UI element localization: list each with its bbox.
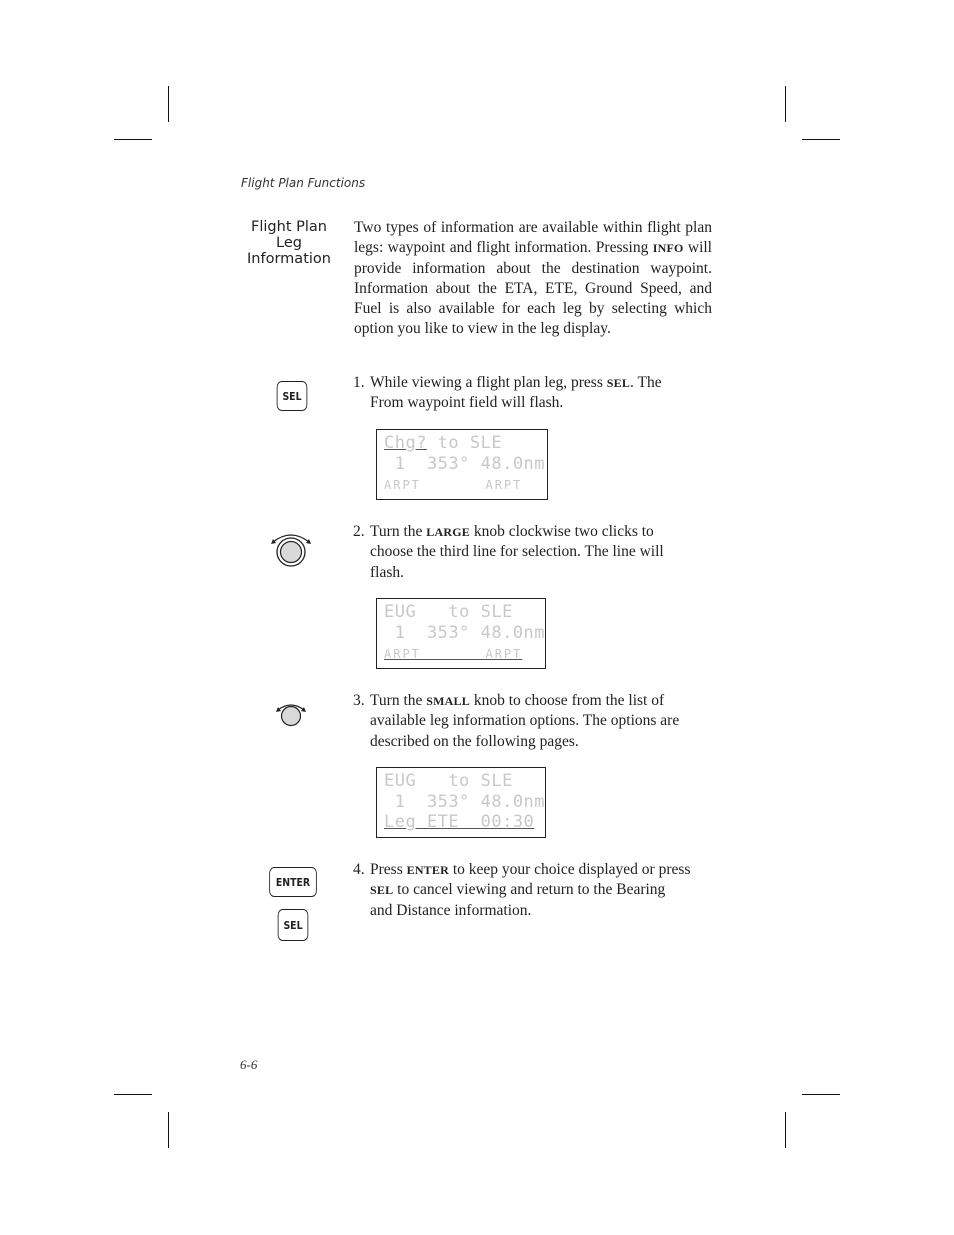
small-knob-icon [273, 701, 309, 729]
lcd-line-2: 1 353° 48.0nm [384, 454, 546, 474]
key-ref: ENTER [406, 863, 449, 877]
step-text: Press [370, 861, 407, 878]
key-ref: SEL [606, 376, 631, 390]
step-text: choose the third line for selection. The line will [370, 543, 664, 561]
sel-key-icon: SEL [278, 909, 309, 941]
step-1 [353, 373, 713, 414]
lcd-line-3: ARPT ARPT [384, 647, 523, 661]
lcd-line-1: Chg? to SLE [384, 433, 503, 453]
step-text: knob to choose from the list of [469, 692, 665, 709]
lcd-line-1: EUG to SLE [384, 602, 513, 622]
page-number: 6-6 [240, 1057, 258, 1072]
crop-mark [802, 1094, 840, 1095]
crop-mark [785, 1112, 786, 1148]
step-text: available leg information options. The options are [370, 712, 680, 730]
crop-mark [168, 86, 169, 122]
crop-mark [785, 86, 786, 122]
running-head: Flight Plan Functions [241, 176, 366, 190]
step-number: 2. [353, 523, 365, 540]
key-ref: SEL [370, 883, 394, 898]
step-3 [353, 691, 713, 752]
step-2 [353, 522, 713, 583]
step-text: flash. [370, 563, 405, 581]
step-text: Turn the [370, 692, 427, 709]
info-key-ref: INFO [652, 241, 684, 256]
enter-key-icon: ENTER [269, 867, 317, 897]
crop-mark [168, 1112, 169, 1148]
step-4 [353, 860, 713, 921]
crop-mark [802, 139, 840, 140]
step-text: and Distance information. [370, 901, 532, 919]
step-text: described on the following pages. [370, 732, 579, 750]
step-number: 1. [353, 374, 365, 391]
section-title-line: Flight Plan [251, 219, 327, 235]
sel-key-icon: SEL [277, 381, 308, 411]
step-number: 3. [353, 692, 365, 709]
lcd-line-2: 1 353° 48.0nm [384, 623, 546, 643]
large-knob-icon [268, 530, 314, 570]
section-title-line: Leg [276, 235, 302, 251]
lcd-line-3: Leg ETE 00:30 [384, 812, 535, 832]
intro-paragraph [354, 218, 712, 340]
step-text: knob clockwise two clicks to [469, 523, 654, 540]
step-text: Turn the [370, 523, 427, 540]
key-ref: SMALL [426, 694, 470, 708]
section-title [240, 219, 338, 267]
step-text: . The [630, 374, 662, 391]
key-ref: LARGE [426, 525, 470, 539]
step-text: From waypoint field will flash. [370, 394, 564, 412]
intro-text: Two types of information are available within flight plan legs: waypoint and flight information. Pressing [354, 219, 712, 257]
lcd-line-3: ARPT ARPT [384, 478, 523, 492]
lcd-display-2 [376, 598, 546, 669]
crop-mark [114, 139, 152, 140]
lcd-line-2: 1 353° 48.0nm [384, 792, 546, 812]
step-text: to keep your choice displayed or press [448, 861, 691, 878]
lcd-display-3 [376, 767, 546, 838]
lcd-display-1 [376, 429, 548, 500]
section-title-line: Information [247, 251, 331, 267]
intro-text: will provide information about the destination waypoint. Information about the ETA, ETE, Ground Speed, and Fuel is also available for each leg by selecting which option you like to view in the leg display. [354, 239, 712, 338]
step-text: While viewing a flight plan leg, press [370, 374, 607, 391]
step-number: 4. [353, 861, 365, 878]
crop-mark [114, 1094, 152, 1095]
lcd-line-1: EUG to SLE [384, 771, 513, 791]
step-text: to cancel viewing and return to the Bearing [393, 881, 666, 899]
